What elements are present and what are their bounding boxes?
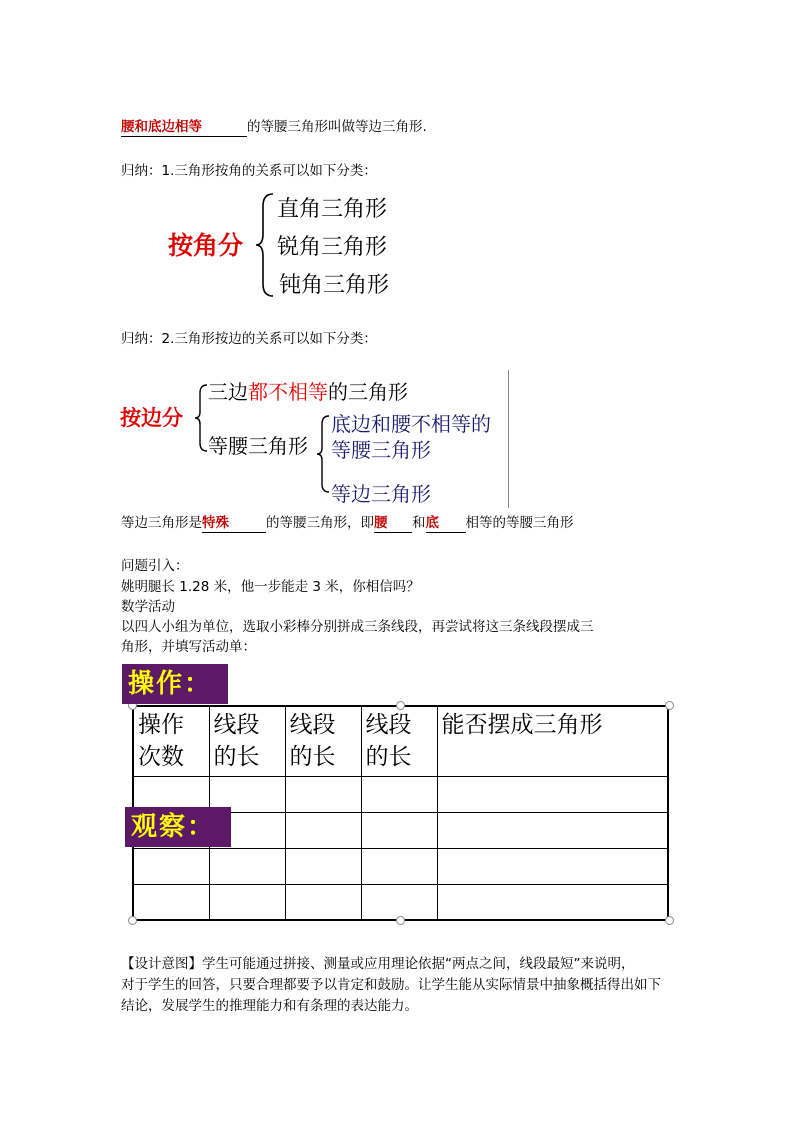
isosceles-item: 等腰三角形 [208,434,308,458]
intro-question: 姚明腿长 1.28 米，他一步能走 3 米，你相信吗？ [121,579,420,595]
definition-text: 的等腰三角形叫做等边三角形. [247,119,427,135]
activity-heading: 数学活动 [121,599,175,615]
intro-heading: 问题引入： [121,558,189,574]
summary-angle: 归纳：1.三角形按角的关系可以如下分类： [121,163,377,179]
sub-item-unequal-line1: 底边和腰不相等的 [331,412,491,436]
diagram-frame-edge [508,370,509,508]
angle-item-right: 直角三角形 [277,197,388,222]
side-brace-icon [194,383,208,453]
design-line-3: 结论，发展学生的推理能力和有条理的表达能力。 [121,998,418,1014]
fill-blank-special: 特殊 [202,514,266,533]
angle-root-label: 按角分 [168,231,244,260]
header-segment-1: 线段 的长 [209,706,285,776]
design-line-1: 【设计意图】学生可能通过拼接、测量或应用理论依据“两点之间，线段最短”来说明， [121,956,635,972]
equilateral-line: 等边三角形是特殊 的等腰三角形，即腰 和底 相等的等腰三角形 [121,515,574,531]
table-header-row [133,706,668,776]
header-segment-2: 线段 的长 [285,706,361,776]
operate-label: 操作： [122,664,228,704]
angle-item-obtuse: 钝角三角形 [279,273,390,298]
isosceles-brace-icon [316,414,330,494]
angle-brace-icon [255,192,275,298]
table-row [133,848,668,884]
sub-item-unequal-line2: 等腰三角形 [331,438,431,462]
scalene-item: 三边都不相等的三角形 [208,380,408,404]
resize-handle[interactable] [665,701,674,710]
observe-label: 观察： [125,807,231,847]
fill-blank-leg: 腰 [374,514,412,533]
side-root-label: 按边分 [120,406,183,430]
task-line-1: 以四人小组为单位，选取小彩棒分别拼成三条线段，再尝试将这三条线段摆成三 [121,619,594,635]
summary-side: 归纳：2.三角形按边的关系可以如下分类： [121,331,377,347]
resize-handle[interactable] [665,916,674,925]
task-line-2: 角形，并填写活动单： [121,639,256,655]
header-can-form: 能否摆成三角形 [437,706,668,776]
fill-blank-1: 腰和底边相等 [121,118,247,137]
resize-handle[interactable] [396,916,405,925]
design-line-2: 对于学生的回答，只要合理都要予以肯定和鼓励。让学生能从实际情景中抽象概括得出如下 [121,977,661,993]
angle-item-acute: 锐角三角形 [277,235,388,260]
resize-handle[interactable] [396,701,405,710]
resize-handle[interactable] [128,916,137,925]
fill-blank-base: 底 [426,514,466,533]
table-row [133,884,668,920]
sub-item-equilateral: 等边三角形 [331,482,431,506]
header-count: 操作 次数 [133,706,209,776]
header-segment-3: 线段 的长 [361,706,437,776]
definition-line [121,118,427,137]
